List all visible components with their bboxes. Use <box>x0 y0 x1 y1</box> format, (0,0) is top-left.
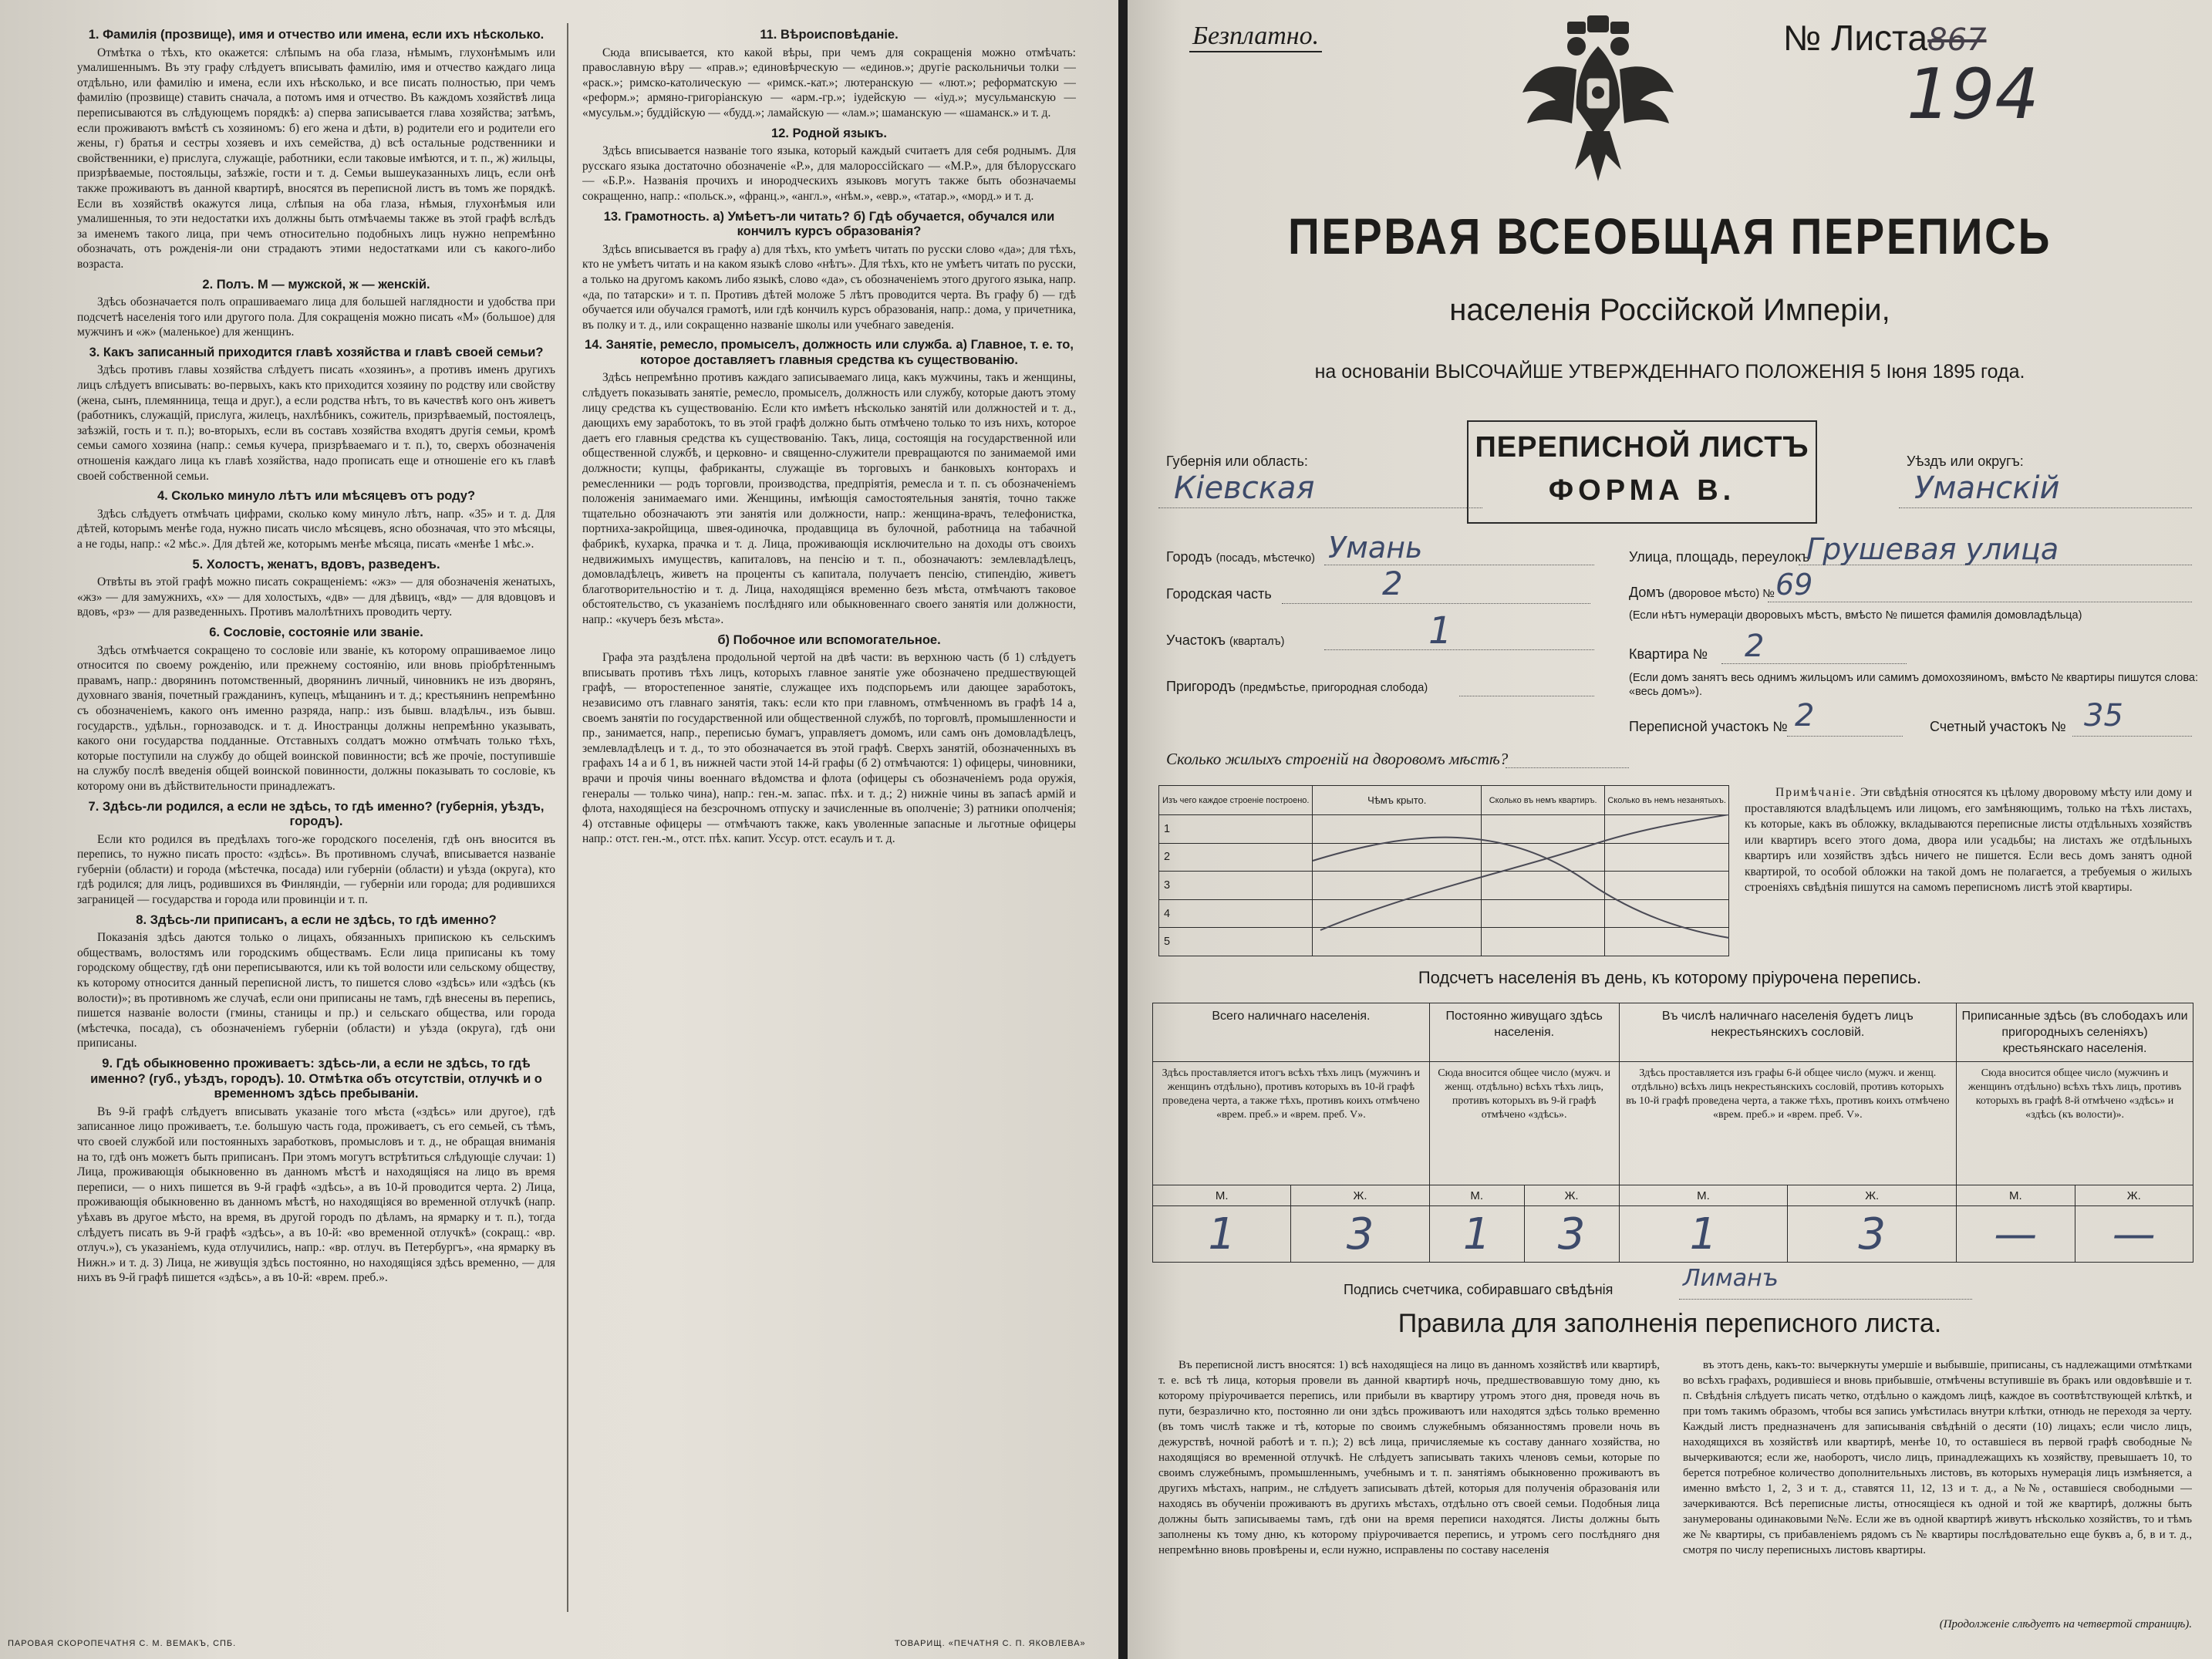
rules-left-column: Въ переписной листъ вносятся: 1) всѣ находящіеся на лицо въ данномъ хозяйствѣ или квартирѣ, т. е. всѣ тѣ лица, которыя провели въ данной квартирѣ ночь, предшествовавшую тому дню, къ которому пріурочивается перепись, или прибыли въ квартиру утромъ этого дня, проведя ночь въ пути, безразлично кто, постоянно ли они здѣсь проживаютъ или находятся здѣсь только временно (въ томъ числѣ также и тѣ, которые по своимъ служебнымъ обязанностямъ провели ночь въ дежурствѣ, ночной работѣ и т. п.); 2) всѣ лица, причисляемые къ составу даннаго хозяйства, но находящіяся во временной отлучкѣ. Не слѣдуетъ записывать такихъ членовъ семьи, которые по своимъ служебнымъ, промышленнымъ, учебнымъ и т. п. занятіямъ обыкновенно проживаютъ въ другихъ мѣстахъ, наприм., не слѣдуетъ записывать дѣтей, которыя для полученія образованія или находясь въ обученіи проживаютъ въ другихъ мѣстахъ, отдѣльно отъ своей семьи. Подобныя лица должны быть записываемы тамъ, гдѣ они на время переписи находятся. Листы должны быть заполнены къ тому дню, къ которому пріурочивается перепись, и утромъ сего послѣдняго дня непремѣнно вновь провѣрены и, если нужно, исправлены по составу населенія <box>1158 1359 1660 1556</box>
instruction-section-body: Показанія здѣсь даются только о лицахъ, обязанныхъ припискою къ сельскимъ обществамъ, волостямъ или городскимъ обществамъ. Если лица приписаны къ тому городскому обществу, гдѣ они переписываются, или къ той волости или сельскому обществу, къ которому относится данный переписной листъ, то пишется слово «здѣсь» или «здѣсь (къ волости)»; въ противномъ же случаѣ, если они приписаны не тамъ, гдѣ внесены въ перепись, пишется названіе волости (гмины, станицы и пр.) и сельскаго общества, или города (мѣстечка, посада), съ обозначеніемъ губерніи (области) и уѣзда (округа), гдѣ они приписаны. <box>77 931 555 1050</box>
population-value: 1 <box>1153 1206 1291 1263</box>
instruction-section-body: Сюда вписывается, кто какой вѣры, при чемъ для сокращенія можно отмѣчать: православную вѣру — «прав.»; единовѣрческую — «единов.»; другіе раскольничьи толки — «раск.»; римско-католическую — «римск.-кат.»; лютеранскую — «лют.»; реформатскую — «реформ.»; армяно-григоріанскую — «арм.-гр.»; іудейскую — «іуд.»; мусульманскую — «мусульм.»; буддійскую — «будд.»; ламайскую — «лам.»; шаманскую — «шаманск.» и т. д. <box>582 46 1076 120</box>
instruction-section-title: 8. Здѣсь-ли приписанъ, а если не здѣсь, то гдѣ именно? <box>136 912 497 927</box>
instruction-section <box>582 633 1076 847</box>
population-col-head: Приписанные здѣсь (въ слободахъ или пригородныхъ селеніяхъ) крестьянскаго населенія. <box>1957 1003 2193 1062</box>
population-value: 3 <box>1291 1206 1429 1263</box>
census-subtitle: населенія Россійской Имперіи, <box>1449 293 1890 327</box>
instructions-column-right <box>582 23 1076 1620</box>
buildings-header-flats: Сколько въ немъ квартиръ. <box>1482 786 1605 815</box>
instruction-section-title: 3. Какъ записанный приходится главѣ хозяйства и главѣ своей семьи? <box>89 345 544 359</box>
city-part-value: 2 <box>1382 565 1403 602</box>
buildings-row-number: 2 <box>1159 843 1313 872</box>
instruction-section-title: 12. Родной языкъ. <box>770 126 887 140</box>
instruction-section-body: Отмѣтка о тѣхъ, кто окажется: слѣпымъ на оба глаза, нѣмымъ, глухонѣмымъ или умалишеннымъ. Въ эту графу слѣдуетъ вписывать фамилію, имя и отчество каждаго лица отдѣльно, или фамилію и имена, если ихъ нѣсколько, и все писать полностью, при чемъ фамилію (прозвище) ставить сначала, а потомъ имя и отчество. Въ каждомъ хозяйствѣ лица переписываются въ слѣдующемъ порядкѣ: а) сперва записывается глава хозяйства; затѣмъ, если проживаютъ вмѣстѣ съ хозяиномъ: б) его жена и дѣти, в) родители его и родители его жены, г) братья и сестры хозяевъ и ихъ семейства, д) всѣ остальные родственники и свойственники, е) прислуга, служащіе, работники, если таковые имѣются, и т. п., ж) жильцы, призрѣваемые, постояльцы, заѣзжіе, гости и т. д. Семьи вышеуказанныхъ лицъ, если онѣ также проживаютъ въ данной квартирѣ, вносятся въ переписной листъ въ томъ же порядкѣ. Если въ хозяйствѣ окажутся лица, слѣпыя на оба глаза, нѣмыя, глухонѣмыя или умалишенныя, то эти недостатки ихъ должны быть отмѣчаемы также въ этой графѣ вслѣдъ за именемъ такого лица, при чемъ относительно подобныхъ лицъ нужно непремѣнно обозначать, отъ рожденія-ли они страдаютъ этими недостатками или съ какого-либо возраста. <box>77 46 555 271</box>
instruction-section-body: Здѣсь обозначается полъ опрашиваемаго лица для большей наглядности и удобства при подсчетѣ населенія того или другого пола. Для сокращенія можно писать «М» (большое) для мужчинъ и «ж» (маленькое) для женщинъ. <box>77 295 555 339</box>
census-area-value: 2 <box>1795 698 1815 733</box>
sex-label: Ж. <box>1524 1185 1619 1206</box>
instruction-section <box>77 625 555 794</box>
instruction-section-title: 9. Гдѣ обыкновенно проживаетъ: здѣсь-ли, а если не здѣсь, то гдѣ именно? (губ., уѣздъ, городъ). 10. Отмѣтка объ отсутствіи, отлучкѣ и о временномъ здѣсь пребываніи. <box>90 1057 542 1101</box>
precinct-underline <box>1324 649 1594 650</box>
population-col-head: Въ числѣ наличнаго населенія будетъ лицъ некрестьянскихъ сословій. <box>1619 1003 1957 1062</box>
sheet-number-value: 867 <box>1927 22 1987 58</box>
sex-label: М. <box>1429 1185 1524 1206</box>
signature-value: Лиманъ <box>1683 1265 1779 1292</box>
count-area-value: 35 <box>2084 698 2123 733</box>
instruction-section-title: 2. Полъ. М — мужской, ж — женскій. <box>202 277 430 292</box>
printer-imprint-right: ТОВАРИЩ. «ПЕЧАТНЯ С. П. ЯКОВЛЕВА» <box>895 1639 1086 1648</box>
province-underline <box>1158 507 1482 508</box>
count-area-label: Счетный участокъ № <box>1930 719 2066 734</box>
sheet-number-label: № Листа <box>1783 18 1928 58</box>
instruction-section-body: Здѣсь непремѣнно противъ каждаго записываемаго лица, какъ мужчины, такъ и женщины, слѣдуетъ показывать занятіе, ремесло, промыселъ, должность или службу, которые даютъ этому лицу средства къ существованію. Если кто имѣетъ нѣсколько занятій или должностей и т. д., дающихъ ему заработокъ, то въ этой графѣ должно быть отмѣчено только то изъ нихъ, которое даетъ его главныя средства къ существованію. Такъ, лица, состоящія на государственной или общественной службѣ, и церковно- и священно-служители превращаются по занимаемой ими должности; купцы, фабриканты, служащіе въ торговыхъ и банковыхъ конторахъ и ремесленники — родъ торговли, производства, предпріятія, ремесла и т. п. съ обозначеніемъ положенія занимаемаго ими. Женщины, имѣющія самостоятельныя занятія, точно также тщательно обозначаютъ эти занятія или должности, напр.: женщина-врачъ, телефонистка, портниха-закройщица, швея-одиночка, продавщица въ булочной, работница на табачной фабрикѣ, кухарка, прачка и т. д. Лица, проживающія исключительно на доходы отъ своихъ недвижимыхъ имуществъ, капиталовъ, на пенсію и т. п., обозначаютъ: землевладѣлецъ, домовладѣлецъ, живетъ на проценты съ капитала, получаетъ пенсію, стипендію, живетъ благотворительностію и т. д. Лица, находящіяся временно безъ мѣста, отмѣчаютъ таковое обстоятельство, съ указаніемъ послѣдняго или обыкновеннаго своего занятія или должности, напр.: «кучеръ безъ мѣста». <box>582 371 1076 626</box>
rules-title: Правила для заполненія переписного листа. <box>1398 1309 1942 1338</box>
buildings-row-number: 5 <box>1159 928 1313 956</box>
buildings-row-number: 3 <box>1159 872 1313 900</box>
buildings-note <box>1745 785 2192 896</box>
instruction-section-title: 14. Занятіе, ремесло, промыселъ, должность или служба. а) Главное, т. е. то, которое доставляетъ главныя средства къ существованію. <box>585 338 1074 367</box>
census-legal-basis: на основаніи ВЫСОЧАЙШЕ УТВЕРЖДЕННАГО ПОЛОЖЕНІЯ 5 Іюня 1895 года. <box>1314 361 2025 383</box>
suburb-label: Пригородъ (предмѣстье, пригородная слобода) <box>1166 679 1428 694</box>
instruction-section-title: б) Побочное или вспомогательное. <box>717 632 941 647</box>
count-area-underline <box>2072 736 2192 737</box>
imperial-eagle-emblem <box>1521 15 1675 185</box>
instruction-section <box>77 913 555 1051</box>
buildings-row-number: 4 <box>1159 899 1313 928</box>
printer-imprint-left: ПАРОВАЯ СКОРОПЕЧАТНЯ С. М. ВЕМАКЪ, СПБ. <box>8 1639 237 1648</box>
buildings-table <box>1158 785 1729 956</box>
population-value: — <box>2075 1206 2193 1263</box>
house-label: Домъ (дворовое мѣсто) № <box>1629 585 1775 600</box>
street-value: Грушевая улица <box>1806 532 2059 566</box>
population-col-head: Всего наличнаго населенія. <box>1153 1003 1430 1062</box>
buildings-header-roof: Чѣмъ крыто. <box>1313 786 1482 815</box>
buildings-header-material: Изъ чего каждое строеніе построено. <box>1159 786 1313 815</box>
instruction-section-title: 5. Холостъ, женатъ, вдовъ, разведенъ. <box>192 557 440 572</box>
census-form-page <box>1128 0 2212 1659</box>
population-value: 3 <box>1524 1206 1619 1263</box>
population-col-desc: Здѣсь проставляется итогъ всѣхъ тѣхъ лицъ (мужчинъ и женщинъ отдѣльно), противъ которыхъ въ 10-й графѣ проведена черта, а также тѣхъ, противъ коихъ отмѣчено «врем. преб.» и «врем. преб. V». <box>1153 1062 1430 1185</box>
buildings-header-vacant: Сколько въ немъ незанятыхъ. <box>1605 786 1729 815</box>
instruction-section <box>77 346 555 484</box>
column-divider <box>567 23 568 1612</box>
instruction-section-body: Если кто родился въ предѣлахъ того-же городского поселенія, гдѣ онъ вносится въ перепись, то нужно писать просто: «здѣсь». Въ противномъ случаѣ, вписывается названіе губерніи (области) и города (мѣстечка, посада) или губерніи (области) и уѣзда (округа), кто гдѣ родился; для лицъ, родившихся въ Финляндіи, — губерніи или города; для родившихся заграницей — государства и города или провинціи и т. п. <box>77 832 555 907</box>
page-gutter <box>1118 0 1128 1659</box>
province-value: Кіевская <box>1174 470 1315 506</box>
instruction-section <box>77 1057 555 1286</box>
instruction-section-title: 11. Вѣроисповѣданіе. <box>760 28 899 42</box>
buildings-row-number: 1 <box>1159 815 1313 844</box>
population-value: 3 <box>1788 1206 1957 1263</box>
instruction-section <box>582 210 1076 333</box>
instruction-section <box>77 558 555 620</box>
instruction-section-title: 6. Сословіе, состояніе или званіе. <box>209 625 423 639</box>
instruction-section-body: Графа эта раздѣлена продольной чертой на двѣ части: въ верхнюю часть (б 1) слѣдуетъ вписывать противъ тѣхъ лицъ, которыхъ главное занятіе уже обозначено предшествующей графѣ, — второстепенное занятіе, служащее ихъ подспорьемъ или дающее заработокъ, независимо отъ главнаго занятія, такъ: если кто при главномъ, отмѣченномъ въ графѣ 14 а, своемъ занятіи по государственной или общественной службѣ, по торговлѣ, промышленности и пр., занимается, напр., переписью бумагъ, управляетъ домомъ, или самъ онъ домовладѣлецъ, землевладѣлецъ и т. д., то это обозначается въ этой графѣ. Сверхъ занятій, обозначенныхъ въ графахъ 14 а и б 1, въ нижней части этой 14-й графы (б 2) отмѣчаются: 1) офицеры, чиновники, врачи и прочія чины военнаго вѣдомства и флота (офицеры съ обозначеніемъ рода оружія, генералы — только чина), напр.: ген.-м. запас. пѣх. и т. д.; 2) нижніе чины въ запасѣ армій и флота, находящіеся на безсрочномъ отпуску и зачисленные въ ополченіе; 3) ратники ополченія; 4) отставные офицеры — отмѣчаютъ также, какъ уволенные запасные и льготные офицеры напр.: отст. ген.-м., отст. пѣх. капит. Уссур. отст. есаулъ и т. д. <box>582 651 1076 846</box>
sex-label: М. <box>1957 1185 2075 1206</box>
city-value: Умань <box>1328 531 1423 565</box>
buildings-question: Сколько жилыхъ строеній на дворовомъ мѣстѣ? <box>1166 750 1509 768</box>
note-label: Примѣчаніе. <box>1775 786 1857 799</box>
district-value: Уманскій <box>1914 470 2060 506</box>
handwritten-page-number: 194 <box>1907 54 2039 135</box>
free-label: Безплатно. <box>1189 22 1322 52</box>
sheet-number <box>1783 17 1987 59</box>
sex-label: Ж. <box>1291 1185 1429 1206</box>
population-col-desc: Здѣсь проставляется изъ графы 6-й общее число (мужч. и женщ. отдѣльно) всѣхъ лицъ некрестьянскихъ сословій, противъ которыхъ въ 10-й графѣ проведена черта, а также тѣхъ, противъ коихъ отмѣчено «врем. преб.» и «врем. преб. V». <box>1619 1062 1957 1185</box>
instruction-section-title: 13. Грамотность. а) Умѣетъ-ли читать? б) Гдѣ обучается, обучался или кончилъ курсъ образованія? <box>603 209 1055 239</box>
buildings-underline <box>1506 767 1629 768</box>
flat-hint: (Если домъ занятъ весь однимъ жильцомъ или самимъ домохозяиномъ, вмѣсто № квартиры пишутся слова: «весь домъ»). <box>1629 672 2198 698</box>
note-text: Эти свѣдѣнія относятся къ цѣлому дворовому мѣсту или дому и проставляются владѣльцемъ или лицомъ, его замѣняющимъ, только на тѣхъ листахъ, къ которые, какъ въ обложку, вкладываются переписные листы отдѣльныхъ хозяйствъ или квартиръ всего этого дома, двора или усадьбы; на листахъ же отдѣльныхъ квартиръ или хозяйствъ здѣсь ничего не пишется. Если весь домъ занятъ одной квартирой, то особой обложки на такой домъ не полагается, а требуемыя о жилыхъ строеніяхъ свѣдѣнія пишутся на самомъ переписномъ листѣ этой квартиры. <box>1745 786 2193 894</box>
city-label: Городъ (посадъ, мѣстечко) <box>1166 549 1316 565</box>
census-title: ПЕРВАЯ ВСЕОБЩАЯ ПЕРЕПИСЬ <box>1288 207 2052 265</box>
instruction-section-body: Здѣсь вписывается въ графу а) для тѣхъ, кто умѣетъ читать по русски слово «да»; для тѣхъ, кто не умѣетъ читать и на каком языкѣ слово «нѣтъ». Для тѣхъ, кто не умѣетъ читать по русски, а только на другомъ какомъ либо языкѣ, слово «да», съ обозначеніемъ этого другого языка, напр. «да, по татарски» и т. п. Противъ дѣтей моложе 5 лѣтъ проводится черта. Въ графу б) — гдѣ обучается или обучался грамотѣ, или гдѣ кончилъ курсъ образованія, напр.: дома, у причетника, въ полку и т. д., или сокращенно названіе школы или учебнаго заведенія. <box>582 242 1076 332</box>
instruction-section-title: 1. Фамилія (прозвище), имя и отчество или имена, если ихъ нѣсколько. <box>88 28 545 42</box>
population-col-desc: Сюда вносится общее число (мужч. и женщ. отдѣльно) всѣхъ тѣхъ лицъ, противъ которыхъ въ 9-й графѣ отмѣчено «здѣсь». <box>1429 1062 1619 1185</box>
flat-value: 2 <box>1745 629 1765 664</box>
instruction-section-body: Здѣсь противъ главы хозяйства слѣдуетъ писать «хозяинъ», а противъ именъ другихъ лицъ слѣдуетъ вписывать: во-первыхъ, какъ кто приходится хозяину по родству или свойству (жена, сынъ, племянница, теща и друг.), а если родства нѣтъ, то въ качествѣ кого онъ живетъ (работникъ, служащій, прислуга, жилецъ, нахлѣбникъ, сожитель, призрѣваемый, постоялецъ, заѣзжій, гость и т. п.); во-вторыхъ, если въ составъ хозяйства входятъ другія семьи, кромѣ семьи самого хозяина (напр.: семья кучера, призрѣваемаго и т. п.), то, сверхъ обозначенія отношенія каждаго лица къ главѣ хозяйства, надо прописать еще и отношеніе его къ главѣ своей собственной семьи. <box>77 363 555 483</box>
instruction-section <box>582 126 1076 204</box>
instruction-section-title: 7. Здѣсь-ли родился, а если не здѣсь, то гдѣ именно? (губернія, уѣздъ, городъ). <box>88 799 545 829</box>
instruction-section-title: 4. Сколько минуло лѣтъ или мѣсяцевъ отъ роду? <box>157 489 476 504</box>
city-part-underline <box>1282 603 1590 604</box>
instruction-section-body: Здѣсь слѣдуетъ отмѣчать цифрами, сколько кому минуло лѣтъ, напр. «35» и т. д. Для дѣтей, которымъ менѣе года, нужно писать число мѣсяцевъ, ясно обозначая, что это мѣсяцы, а не годы, напр.: «2 мѣс.». Для дѣтей же, которымъ менѣе мѣсяца, писать «менѣе 1 мѣс.». <box>77 507 555 551</box>
population-col-desc: Сюда вносится общее число (мужчинъ и женщинъ отдѣльно) всѣхъ тѣхъ лицъ, противъ которыхъ въ графѣ 8-й отмѣчено «здѣсь» и «здѣсь (къ волости)». <box>1957 1062 2193 1185</box>
city-part-label: Городская часть <box>1166 586 1272 602</box>
precinct-value: 1 <box>1428 609 1452 652</box>
province-label: Губернія или область: <box>1166 454 1308 469</box>
sex-label: Ж. <box>1788 1185 1957 1206</box>
instruction-section <box>582 338 1076 627</box>
population-value: 1 <box>1429 1206 1524 1263</box>
form-heading-box <box>1467 420 1817 524</box>
population-title: Подсчетъ населенія въ день, къ которому пріурочена перепись. <box>1418 968 1922 987</box>
population-value: 1 <box>1619 1206 1788 1263</box>
signature-label: Подпись счетчика, собиравшаго свѣдѣнія <box>1344 1282 1613 1297</box>
instruction-section <box>77 278 555 340</box>
sex-label: М. <box>1619 1185 1788 1206</box>
form-variant: ФОРМА В. <box>1548 474 1736 507</box>
instruction-section <box>77 489 555 551</box>
district-underline <box>1899 507 2192 508</box>
instruction-section <box>77 800 555 908</box>
instruction-section-body: Здѣсь отмѣчается сокращено то сословіе или званіе, къ которому опрашиваемое лицо относится по своему рожденію, или прежнему состоянію, или вновь пріобрѣтеннымъ правамъ, напр.: дворянинъ потомственный, дворянинъ личный, чиновникъ не изъ дворянъ, духовнаго званія, почетный гражданинъ, купецъ, мѣщанинъ и т. д.; крестьянинъ непремѣнно съ обозначеніемъ, какого онъ именно разряда, напр.: изъ бывш. владѣльч., изъ бывш. государств., удѣльн., горнозаводск. и т. д. Иностранцы должны непремѣнно указывать, какого они государства подданные. Отставныхъ солдатъ можно отмѣчать только тѣхъ, которые поступили на службу до общей воинской повинности; всѣ же прочіе, поступившіе на службу послѣ введенія общей воинской повинности, должны показывать то сословіе, къ которому они въ дѣйствительности принадлежатъ. <box>77 643 555 793</box>
instruction-section-body: Въ 9-й графѣ слѣдуетъ вписывать указаніе того мѣста («здѣсь» или другое), гдѣ записанное лицо проживаетъ, т.е. большую часть года, проживаетъ, съ его семьей, съ тѣмъ, что своей службой или постоянныхъ заработковъ, промысловъ и т. д., не обращая вниманія на то, гдѣ онъ можетъ быть приписанъ. При этомъ могутъ встрѣтиться слѣдующіе случаи: 1) Лица, проживающія обыкновенно въ данномъ мѣстѣ и находящіяся на лицо въ время переписи, — о нихъ пишется въ 9-й графѣ «здѣсь», а въ 10-й проводится черта. 2) Лица, проживающія обыкновенно въ данномъ мѣстѣ, но находящіяся во временной отлучкѣ (напр. уѣхавъ въ другое мѣсто, на время, въ другой городъ по дѣламъ, на ярмарку и т. п.), тогда слѣдуетъ писать въ 9-й графѣ «здѣсь», а въ 10-й: «во временной отлучкѣ» (сокращ.: «вр. отлуч.»), съ указаніемъ, куда отлучились, напр.: «вр. отлуч. въ Петербургъ», «на ярмарку въ Нижн.» и т. д. 3) Лица, не живущія здѣсь постоянно, но находящіяся здѣсь временно, — для нихъ въ 9-й графѣ пишется «здѣсь», а въ 10-й: «врем. преб.». <box>77 1104 555 1285</box>
population-table <box>1152 1003 2193 1263</box>
signature-underline <box>1679 1299 1972 1300</box>
buildings-crossout <box>1158 814 1729 956</box>
house-hint: (Если нѣтъ нумераціи дворовыхъ мѣстъ, вмѣсто № пишется фамилія домовладѣльца) <box>1629 609 2082 622</box>
street-label: Улица, площадь, переулокъ <box>1629 549 1810 565</box>
form-heading: ПЕРЕПИСНОЙ ЛИСТЪ <box>1475 431 1809 464</box>
population-value: — <box>1957 1206 2075 1263</box>
sex-label: М. <box>1153 1185 1291 1206</box>
flat-underline <box>1721 663 1907 664</box>
rules-right-column: въ этотъ день, какъ-то: вычеркнуты умершіе и выбывшіе, приписаны, съ надлежащими отмѣтками во всѣхъ графахъ, родившіеся и вновь прибывшіе, отмѣчены вступившіе въ бракъ или овдовѣвшіе и т. п. Свѣдѣнія слѣдуетъ писать четко, отдѣльно о каждомъ лицѣ, каждое въ соотвѣтствующей клѣткѣ, и при томъ такимъ образомъ, чтобы вся запись умѣстилась внутри клѣтки, отнюдь не переходя за черту. Каждый листъ предназначенъ для записыванія свѣдѣній о десяти (10) лицахъ; если число лицъ, находящихся въ хозяйствѣ или квартирѣ, менѣе 10, то оставшіеся въ первой графѣ свободные № вычеркиваются; если же, наоборотъ, число лицъ, принадлежащихъ къ хозяйству, превышаетъ 10, то берется потребное количество дополнительныхъ листовъ, въ которыхъ нумерація лицъ измѣняется, а именно вмѣсто 1, 2, 3 и т. д., ставятся 11, 12, 13 и т. д., а №№, оставшіеся свободными — зачеркиваются. Всѣ переписные листы, относящіеся къ одной и той же квартирѣ, должны быть занумерованы одинаковыми №№. Если же въ одной квартирѣ живутъ нѣсколько хозяйствъ, то и тѣмъ же № квартиры, съ прибавленіемъ рядомъ съ № квартиры послѣдовательно еще буквъ а, б, в и т. д., смотря по числу переписныхъ листовъ квартиры. <box>1683 1359 2192 1556</box>
census-area-underline <box>1787 736 1903 737</box>
instruction-section <box>582 28 1076 121</box>
sex-label: Ж. <box>2075 1185 2193 1206</box>
flat-label: Квартира № <box>1629 646 1708 662</box>
instruction-section-body: Отвѣты въ этой графѣ можно писать сокращеніемъ: «жз» — для обозначенія женатыхъ, «жз» — для замужнихъ, «х» — для холостыхъ, «дв» — для дѣвицъ, «вд» — для вдовцовъ и вдовъ, «рз» — для разведенныхъ. Противъ малолѣтнихъ проводить черту. <box>77 575 555 619</box>
instructions-column-left <box>77 23 555 1620</box>
instruction-section-body: Здѣсь вписывается названіе того языка, который каждый считаетъ для себя роднымъ. Для русскаго языка достаточно обозначеніе «Р.», для малороссійскаго — «М.Р.», для бѣлорусскаго — «Б.Р.». Названія прочихъ и инородческихъ языковъ могутъ также быть обозначаемы сокращенно, напр.: «польск.», «франц.», «англ.», «нѣм.», «евр.», «татар.», «морд.» и т. д. <box>582 144 1076 203</box>
precinct-label: Участокъ (кварталъ) <box>1166 632 1285 648</box>
district-label: Уѣздъ или округъ: <box>1907 454 2024 469</box>
census-area-label: Переписной участокъ № <box>1629 719 1788 734</box>
population-col-head: Постоянно живущаго здѣсь населенія. <box>1429 1003 1619 1062</box>
house-value: 69 <box>1775 568 1813 602</box>
rules-continuation: (Продолженіе слѣдуетъ на четвертой страницѣ). <box>1939 1618 2192 1630</box>
instruction-section <box>77 28 555 272</box>
